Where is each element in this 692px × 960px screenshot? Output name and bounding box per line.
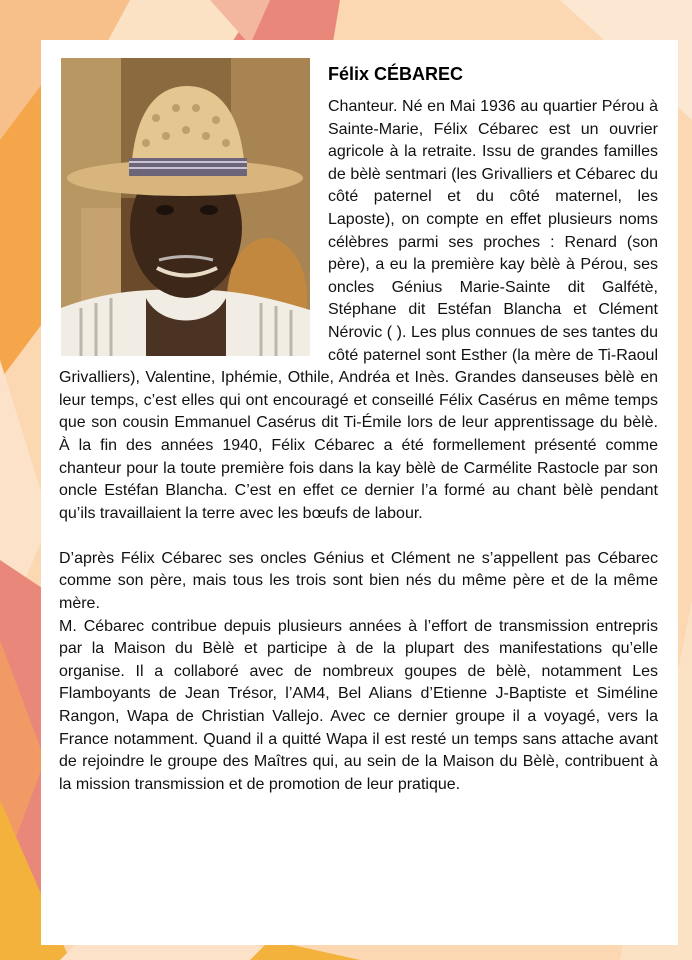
photo-wrap-spacer — [59, 96, 328, 360]
page-title: Félix CÉBAREC — [328, 64, 464, 84]
paragraph-gap — [59, 525, 658, 548]
paragraph-career: M. Cébarec contribue depuis plusieurs années à l’effort de transmission entrepris par la Maison du Bèlè et participe à de la plupart des manifestations qu’elle organise. Il a collaboré avec de nombreux goupes de bèlè, notamment Les Flamboyants de Jean Trésor, l’AM4, Bel Alians d’Etienne J-Baptiste et Siméline Rangon, Wapa de Christian Vallejo. Avec ce dernier groupe il a voyagé, vers la France notamment. Quand il a quitté Wapa il est resté un temps sans attache avant de rejoindre le groupe des Maîtres qui, au sein de la Maison du Bèlè, contribuent à la mission transmission et de promotion de leur pratique. — [59, 617, 658, 793]
paragraph-family: D’après Félix Cébarec ses oncles Génius et Clément ne s’appellent pas Cébarec comme son père, mais tous les trois sont bien nés du même père et de la même mère. — [59, 549, 658, 613]
article-body — [59, 96, 658, 796]
paragraph-biography: Chanteur. Né en Mai 1936 au quartier Pérou à Sainte-Marie, Félix Cébarec est un ouvrier agricole à la retraite. Issu de grandes familles de bèlè sentmari (les Grivalliers et Cébarec du côté paternel et du côté maternel, les Laposte), on compte en effet plusieurs noms célèbres parmi ses proches : Renard (son père), a eu la première kay bèlè à Pérou, ses oncles Génius Marie-Sainte dit Galfétè, Stéphane dit Estéfan Blancha et Clément Nérovic ( ). Les plus connues de ses tantes du côté paternel sont Esther (la mère de Ti-Raoul Grivalliers), Valentine, Iphémie, Othile, Andréa et Inès. Grandes danseuses bèlè en leur temps, c’est elles qui ont encouragé et conseillé Félix Casérus en même temps que son cousin Emmanuel Casérus dit Ti-Émile lors de leur apprentissage du bèlè. À la fin des années 1940, Félix Cébarec a été formellement présenté comme chanteur pour la toute première fois dans la kay bèlè de Carmélite Rastocle par son oncle Estéfan Blancha. C’est en effet ce dernier l’a formé au chant bèlè pendant qu’ils travaillaient la terre avec les bœufs de labour. — [59, 98, 658, 522]
